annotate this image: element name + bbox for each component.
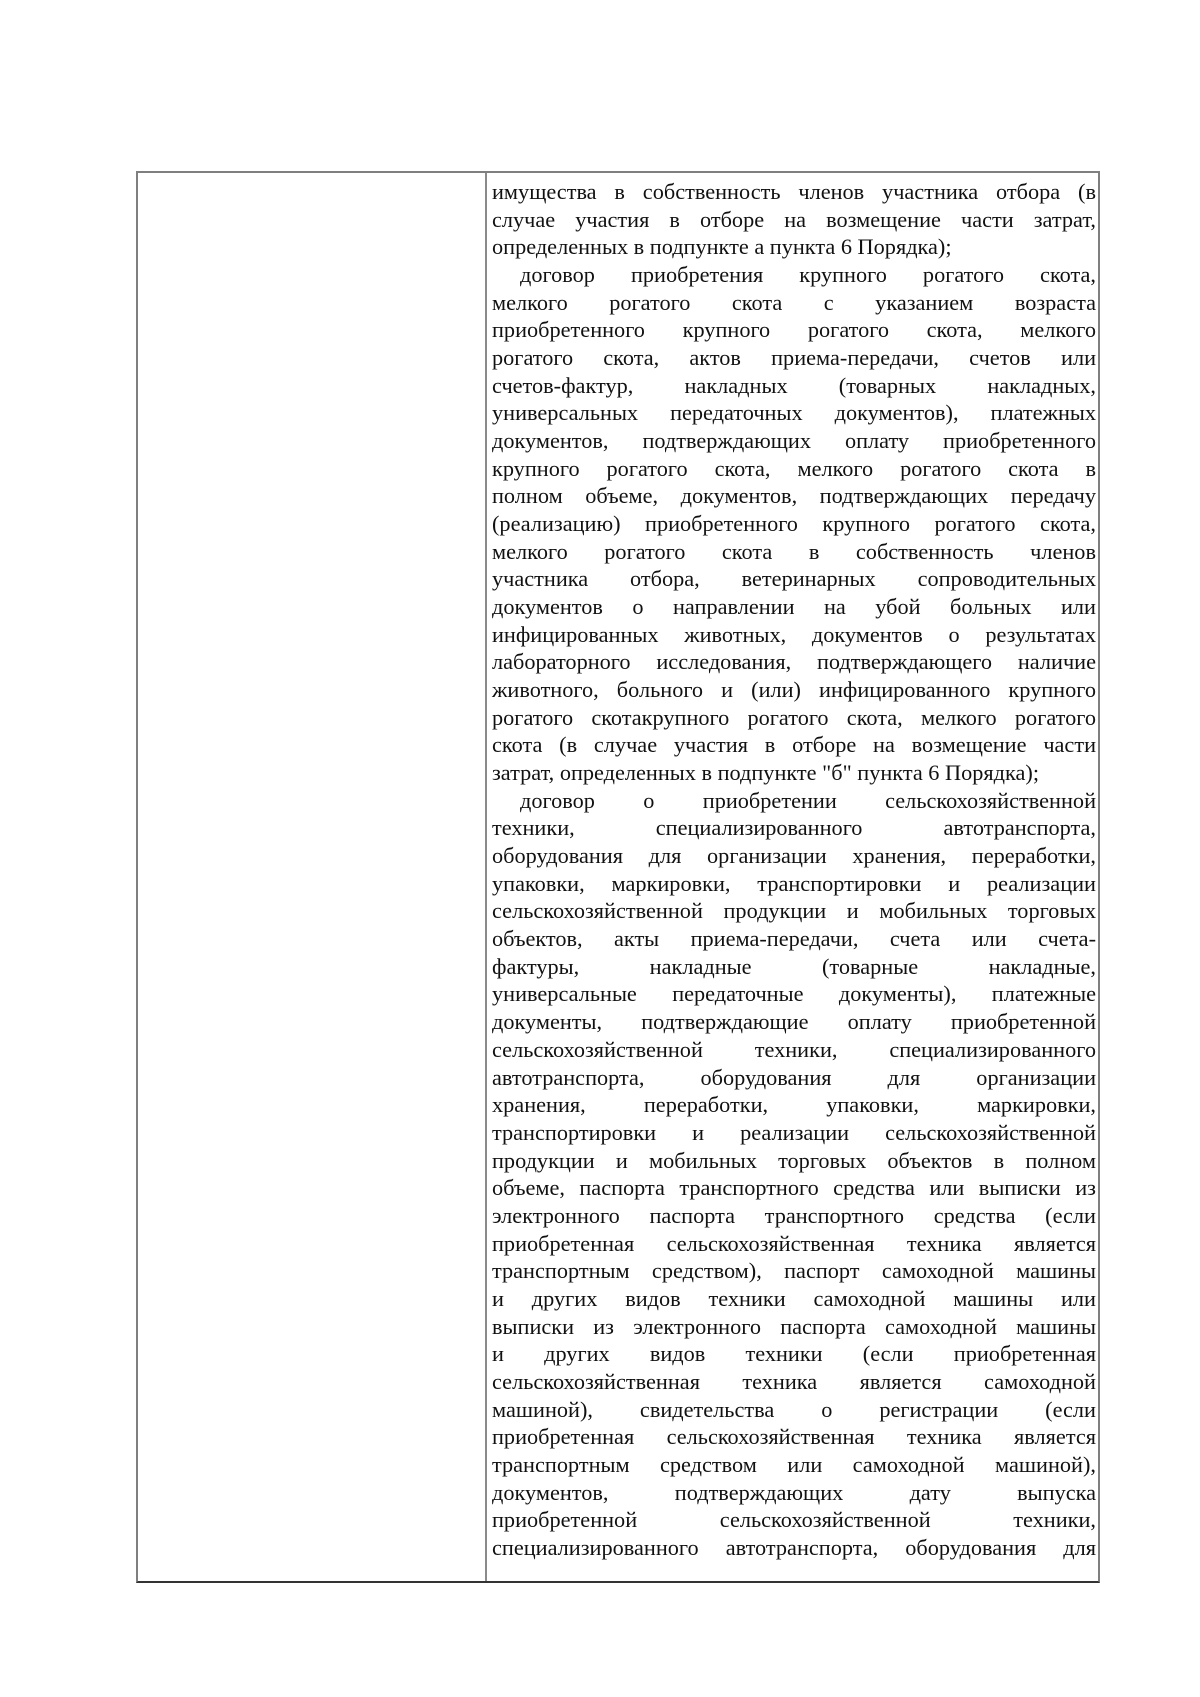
- text-line: определенных в подпункте а пункта 6 Порядка);: [492, 234, 952, 260]
- text-line: документы, подтверждающие оплату приобретенной: [492, 1009, 1096, 1035]
- text-line: универсальные передаточные документы), платежные: [492, 981, 1096, 1007]
- table-cell-right: [492, 178, 1096, 1562]
- text-line: сельскохозяйственной продукции и мобильных торговых: [492, 898, 1096, 924]
- text-line: объеме, паспорта транспортного средства или выписки из: [492, 1175, 1096, 1201]
- text-line: участника отбора, ветеринарных сопроводительных: [492, 566, 1096, 592]
- text-line: мелкого рогатого скота с указанием возраста: [492, 289, 1096, 315]
- text-line: крупного рогатого скота, мелкого рогатого скота в: [492, 455, 1096, 481]
- text-line: транспортировки и реализации сельскохозяйственной: [492, 1119, 1096, 1145]
- text-line: документов о направлении на убой больных или: [492, 594, 1096, 620]
- text-line: сельскохозяйственной техники, специализированного: [492, 1036, 1096, 1062]
- text-line: (реализацию) приобретенного крупного рогатого скота,: [492, 511, 1096, 537]
- text-line: полном объеме, документов, подтверждающих передачу: [492, 483, 1096, 509]
- text-line: автотранспорта, оборудования для организации: [492, 1064, 1096, 1090]
- text-line: продукции и мобильных торговых объектов в полном: [492, 1147, 1096, 1173]
- text-line: и других видов техники самоходной машины или: [492, 1285, 1096, 1311]
- text-line: упаковки, маркировки, транспортировки и реализации: [492, 870, 1096, 896]
- text-line: приобретенной сельскохозяйственной техники,: [492, 1507, 1096, 1533]
- text-line: специализированного автотранспорта, оборудования для: [492, 1534, 1096, 1560]
- text-line: документов, подтверждающих оплату приобретенного: [492, 428, 1096, 454]
- text-line: машиной), свидетельства о регистрации (если: [492, 1396, 1096, 1422]
- text-line: сельскохозяйственная техника является самоходной: [492, 1368, 1096, 1394]
- text-line: объектов, акты приема-передачи, счета или счета-: [492, 926, 1096, 952]
- text-line: рогатого скота, актов приема-передачи, счетов или: [492, 345, 1096, 371]
- text-line: электронного паспорта транспортного средства (если: [492, 1202, 1096, 1228]
- text-line: имущества в собственность членов участника отбора (в: [492, 179, 1096, 204]
- text-line: хранения, переработки, упаковки, маркировки,: [492, 1092, 1096, 1118]
- text-line: рогатого скотакрупного рогатого скота, мелкого рогатого: [492, 704, 1096, 730]
- text-line: животного, больного и (или) инфицированного крупного: [492, 677, 1096, 703]
- text-line: договор приобретения крупного рогатого скота,: [520, 262, 1096, 288]
- document-table: [136, 171, 1100, 1583]
- text-line: транспортным средством или самоходной машиной),: [492, 1451, 1096, 1477]
- text-line: приобретенная сельскохозяйственная техника является: [492, 1230, 1096, 1256]
- text-line: инфицированных животных, документов о результатах: [492, 621, 1096, 647]
- text-line: оборудования для организации хранения, переработки,: [492, 843, 1096, 869]
- text-line: мелкого рогатого скота в собственность членов: [492, 538, 1096, 564]
- text-line: договор о приобретении сельскохозяйственной: [520, 787, 1096, 813]
- text-line: транспортным средством), паспорт самоходной машины: [492, 1258, 1096, 1284]
- text-line: скота (в случае участия в отборе на возмещение части: [492, 732, 1096, 758]
- text-line: и других видов техники (если приобретенная: [492, 1341, 1096, 1367]
- text-line: счетов-фактур, накладных (товарных накладных,: [492, 372, 1096, 398]
- text-line: фактуры, накладные (товарные накладные,: [492, 953, 1096, 979]
- column-divider: [485, 173, 487, 1581]
- text-line: выписки из электронного паспорта самоходной машины: [492, 1313, 1096, 1339]
- text-line: случае участия в отборе на возмещение части затрат,: [492, 206, 1096, 232]
- text-line: затрат, определенных в подпункте "б" пункта 6 Порядка);: [492, 760, 1040, 786]
- text-line: техники, специализированного автотранспорта,: [492, 815, 1096, 841]
- text-line: лабораторного исследования, подтверждающего наличие: [492, 649, 1096, 675]
- table-cell-left: [138, 173, 485, 1581]
- text-line: приобретенная сельскохозяйственная техника является: [492, 1424, 1096, 1450]
- text-line: документов, подтверждающих дату выпуска: [492, 1479, 1096, 1505]
- text-line: приобретенного крупного рогатого скота, мелкого: [492, 317, 1096, 343]
- text-line: универсальных передаточных документов), платежных: [492, 400, 1096, 426]
